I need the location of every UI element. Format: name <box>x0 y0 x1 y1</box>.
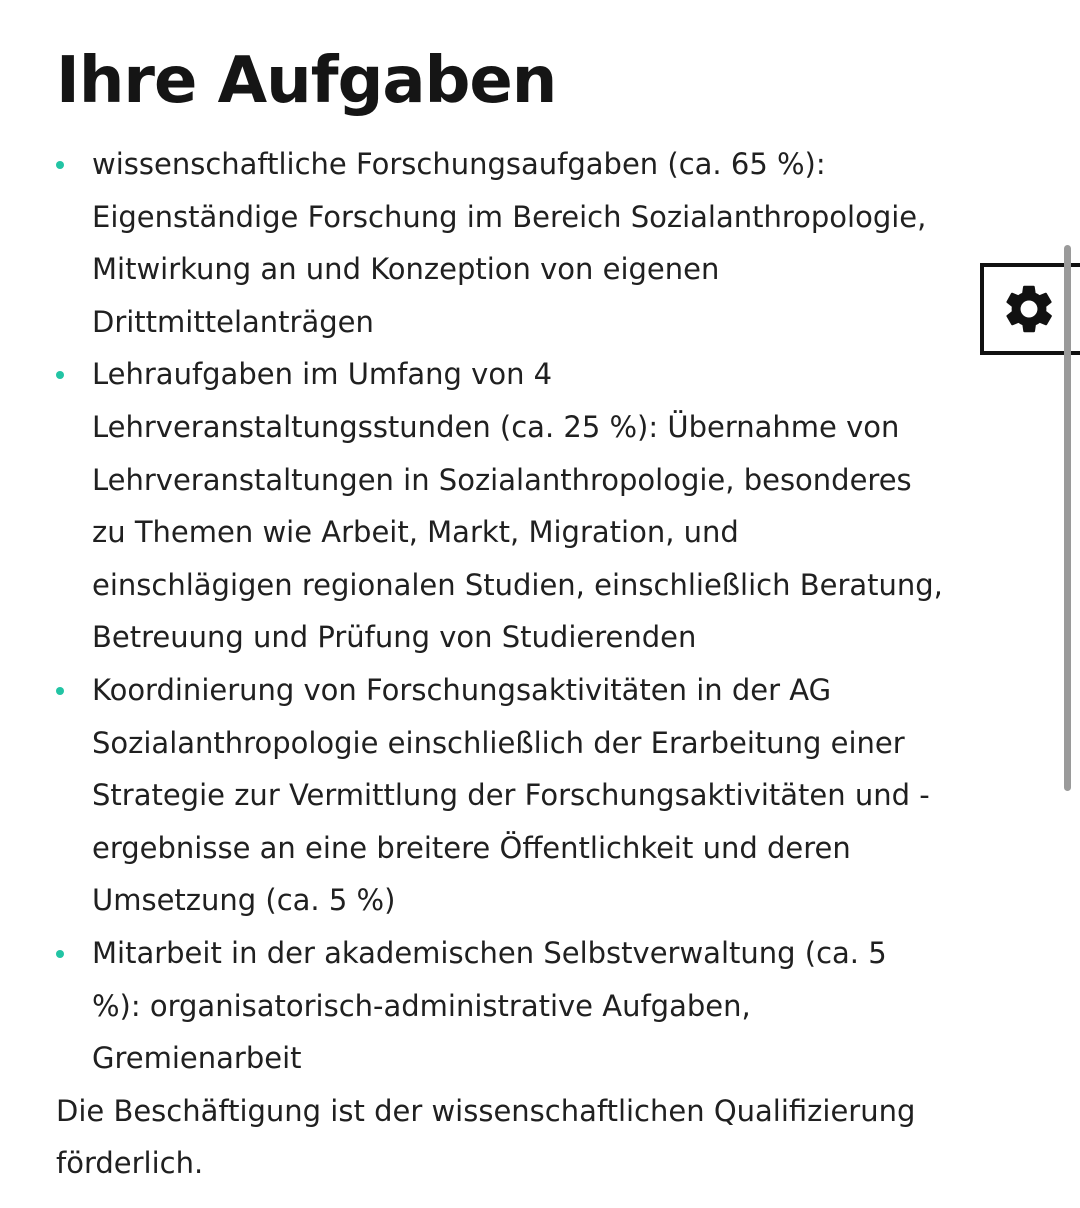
bullet-icon <box>56 687 64 695</box>
task-line: Gremienarbeit <box>92 1041 302 1076</box>
task-line: Lehrveranstaltungsstunden (ca. 25 %): Übernahme von <box>92 409 900 444</box>
task-line: Lehraufgaben im Umfang von 4 <box>92 357 553 392</box>
task-line: Strategie zur Vermittlung der Forschungsaktivitäten und - <box>92 778 930 813</box>
task-line: wissenschaftliche Forschungsaufgaben (ca. 65 %): <box>92 147 826 181</box>
task-line: ergebnisse an eine breitere Öffentlichkeit und deren <box>92 830 851 865</box>
bullet-icon <box>56 371 64 379</box>
list-item <box>56 927 1036 1085</box>
task-line: Betreuung und Prüfung von Studierenden <box>92 620 697 655</box>
task-line: Umsetzung (ca. 5 %) <box>92 883 396 918</box>
task-line: Eigenständige Forschung im Bereich Sozialanthropologie, <box>92 199 927 234</box>
task-line: Drittmittelanträgen <box>92 304 374 339</box>
task-line: %): organisatorisch-administrative Aufgaben, <box>92 988 751 1023</box>
gear-icon <box>1000 280 1058 338</box>
list-item <box>56 348 1036 664</box>
footer-line: förderlich. <box>56 1146 204 1181</box>
bullet-icon <box>56 161 64 169</box>
task-line: Mitarbeit in der akademischen Selbstverwaltung (ca. 5 <box>92 935 887 970</box>
list-item <box>56 138 1036 348</box>
bullet-icon <box>56 950 64 958</box>
task-line: Mitwirkung an und Konzeption von eigenen <box>92 252 720 287</box>
list-item <box>56 664 1036 927</box>
task-line: einschlägigen regionalen Studien, einschließlich Beratung, <box>92 567 943 602</box>
page-title: Ihre Aufgaben <box>56 44 557 118</box>
task-line: Lehrveranstaltungen in Sozialanthropologie, besonderes <box>92 462 912 497</box>
scrollbar[interactable] <box>1064 245 1071 791</box>
footer-line: Die Beschäftigung ist der wissenschaftlichen Qualifizierung <box>56 1093 916 1128</box>
task-line: Koordinierung von Forschungsaktivitäten in der AG <box>92 672 832 707</box>
task-list <box>56 138 1036 1085</box>
main-content <box>56 38 1036 1190</box>
footer-note <box>56 1085 1036 1190</box>
task-line: Sozialanthropologie einschließlich der Erarbeitung einer <box>92 725 905 760</box>
task-line: zu Themen wie Arbeit, Markt, Migration, und <box>92 515 739 550</box>
